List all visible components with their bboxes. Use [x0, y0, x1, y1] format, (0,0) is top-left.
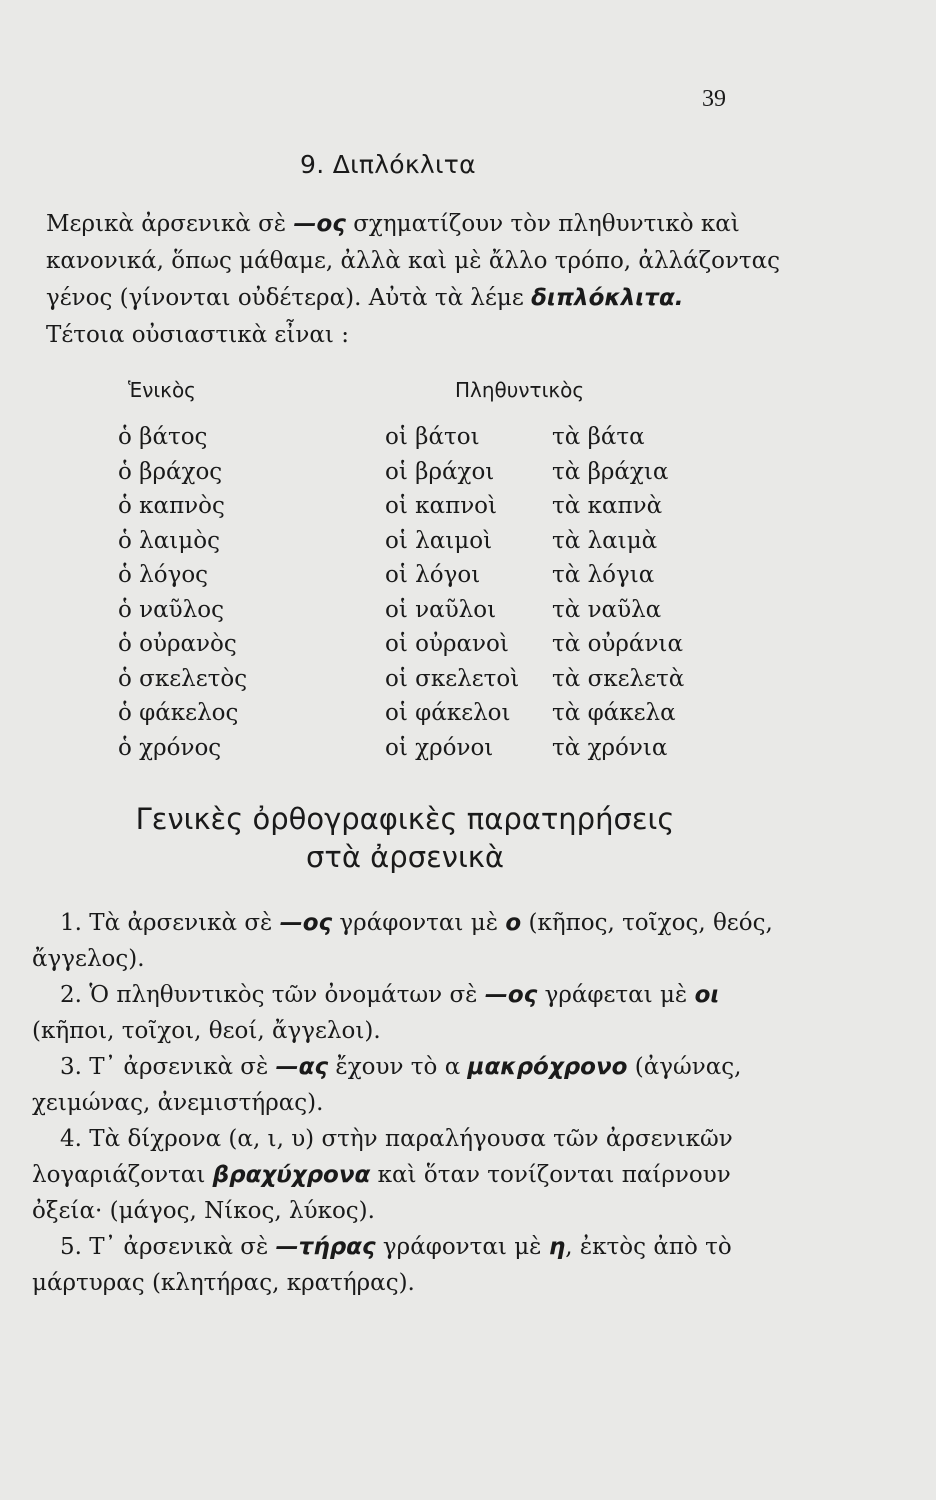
note-2-a: 2. Ὁ πληθυντικὸς τῶν ὀνομάτων σὲ: [60, 982, 485, 1008]
intro-text: [32, 206, 792, 317]
note-1: [32, 905, 784, 977]
note-2-c: (κῆποι, τοῖχοι, θεοί, ἄγγελοι).: [32, 1018, 381, 1044]
singular-item: ὁ ναῦλος: [118, 596, 224, 623]
note-5-letter: η: [548, 1234, 566, 1260]
note-3-c: (ἀγώνας, χειμώνας, ἀνεμιστήρας).: [32, 1054, 742, 1116]
note-2: [32, 977, 784, 1049]
plural-masc-item: οἱ λόγοι: [385, 562, 481, 588]
singular-item: ὁ καπνὸς: [118, 493, 225, 519]
note-2-b: γράφεται μὲ: [537, 982, 695, 1008]
singular-item: ὁ βράχος: [118, 458, 223, 485]
note-3-suffix: —ας: [275, 1054, 329, 1080]
plural-masc-item: οἱ βάτοι: [385, 424, 480, 450]
plural-neut-item: τὰ βάτα: [552, 424, 645, 450]
note-5-c: , ἐκτὸς ἀπὸ τὸ μάρτυρας (κλητήρας, κρατήρας).: [32, 1234, 732, 1296]
note-5-suffix: —τήρας: [275, 1234, 376, 1260]
plural-header: Πληθυντικὸς: [455, 378, 585, 402]
plural-neut-item: τὰ σκελετὰ: [552, 665, 685, 692]
intro-text-a: Μερικὰ ἀρσενικὰ σὲ: [46, 211, 294, 237]
note-5-b: γράφονται μὲ: [375, 1234, 549, 1260]
plural-masc-item: οἱ φάκελοι: [385, 700, 511, 726]
note-5-a: 5. Τ᾽ ἀρσενικὰ σὲ: [60, 1234, 276, 1260]
plural-neut-column: [552, 420, 684, 765]
plural-masc-item: οἱ λαιμοὶ: [385, 527, 493, 554]
note-3-term: μακρόχρονο: [467, 1054, 628, 1080]
page-number: 39: [702, 86, 726, 112]
note-4-term: βραχύχρονα: [212, 1162, 371, 1188]
note-4: [32, 1121, 784, 1229]
plural-masc-column: [385, 420, 519, 765]
singular-header: Ἑνικὸς: [128, 378, 196, 402]
plural-neut-item: τὰ βράχια: [552, 458, 669, 485]
plural-neut-item: τὰ ναῦλα: [552, 596, 662, 623]
note-2-letter: οι: [694, 982, 720, 1008]
note-3: [32, 1049, 784, 1121]
note-5: [32, 1229, 784, 1301]
plural-masc-item: οἱ βράχοι: [385, 458, 495, 485]
observations-heading-line1: Γενικὲς ὀρθογραφικὲς παρατηρήσεις: [135, 802, 675, 836]
plural-neut-item: τὰ οὐράνια: [552, 631, 683, 657]
note-1-a: 1. Τὰ ἀρσενικὰ σὲ: [60, 910, 280, 936]
note-3-b: ἔχουν τὸ α: [328, 1054, 468, 1080]
plural-masc-item: οἱ καπνοὶ: [385, 493, 498, 519]
plural-neut-item: τὰ λόγια: [552, 562, 655, 588]
intro-line4: Τέτοια οὐσιαστικὰ εἶναι :: [46, 322, 349, 348]
singular-item: ὁ φάκελος: [118, 700, 239, 726]
singular-item: ὁ χρόνος: [118, 734, 222, 761]
notes-list: [32, 905, 784, 1301]
note-1-suffix: —ος: [279, 910, 333, 936]
note-1-b: γράφονται μὲ: [332, 910, 506, 936]
term-diploklita: διπλόκλιτα.: [531, 285, 684, 311]
note-3-a: 3. Τ᾽ ἀρσενικὰ σὲ: [60, 1054, 276, 1080]
plural-masc-item: οἱ οὐρανοὶ: [385, 631, 509, 657]
plural-neut-item: τὰ φάκελα: [552, 700, 676, 726]
plural-neut-item: τὰ καπνὰ: [552, 493, 663, 519]
plural-neut-item: τὰ χρόνια: [552, 734, 668, 761]
plural-masc-item: οἱ χρόνοι: [385, 734, 494, 761]
observations-heading-line2: στὰ ἀρσενικὰ: [306, 840, 504, 874]
intro-paragraph: [32, 206, 792, 354]
suffix-os: —ος: [293, 211, 346, 237]
plural-neut-item: τὰ λαιμὰ: [552, 527, 658, 554]
section-heading: 9. Διπλόκλιτα: [300, 150, 476, 179]
observations-heading: [120, 800, 690, 876]
note-4-a: 4. Τὰ δίχρονα (α, ι, υ) στὴν παραλήγουσα τῶν ἀρσενικῶν λογαριάζονται: [32, 1126, 733, 1188]
note-1-letter: ο: [505, 910, 522, 936]
note-4-b: καὶ ὅταν τονίζονται παίρνουν ὀξεία· (μάγος, Νίκος, λύκος).: [32, 1162, 731, 1224]
singular-item: ὁ λόγος: [118, 562, 209, 588]
note-1-c: (κῆπος, τοῖχος, θεός, ἄγγελος).: [32, 910, 773, 972]
singular-column: [118, 420, 247, 765]
plural-masc-item: οἱ σκελετοὶ: [385, 665, 520, 692]
note-2-suffix: —ος: [484, 982, 538, 1008]
singular-item: ὁ λαιμὸς: [118, 527, 220, 554]
singular-item: ὁ βάτος: [118, 424, 208, 450]
intro-text-b: σχηματίζουν τὸν πληθυντικὸ καὶ κανονικά, ὅπως μάθαμε, ἀλλὰ καὶ μὲ ἄλλο τρόπο, ἀλλάζοντας γένος (γίνονται οὐδέτερα). Αὐτὰ τὰ λέμε: [46, 211, 781, 311]
plural-masc-item: οἱ ναῦλοι: [385, 596, 497, 623]
singular-item: ὁ οὐρανὸς: [118, 631, 237, 657]
singular-item: ὁ σκελετὸς: [118, 665, 248, 692]
